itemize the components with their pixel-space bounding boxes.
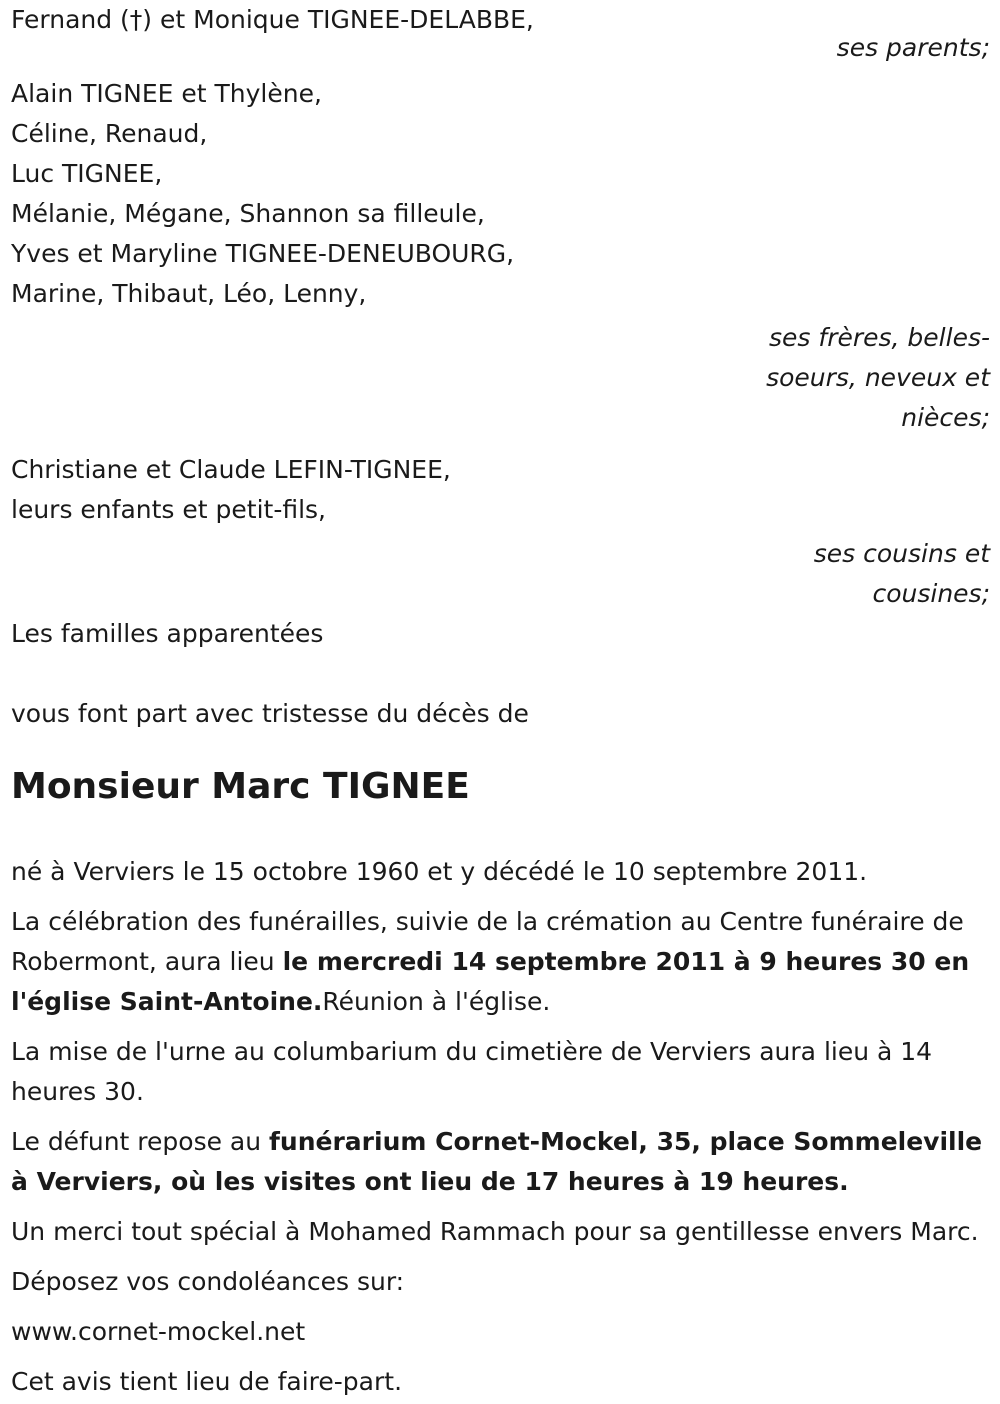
website-link[interactable]: www.cornet-mockel.net [11, 1317, 306, 1346]
siblings-block [11, 74, 990, 314]
repose-paragraph [11, 1122, 990, 1202]
urn-paragraph: La mise de l'urne au columbarium du cimetière de Verviers aura lieu à 14 heures 30. [11, 1037, 933, 1106]
repose-text: Le défunt repose au [11, 1127, 270, 1156]
sibling-line: Céline, Renaud, [11, 119, 208, 148]
deceased-name: Monsieur Marc TIGNEE [11, 766, 470, 807]
repose-location: funérarium Cornet-Mockel, 35, place Sommeleville à Verviers, où les visites ont lieu de 17 heures à 19 heures. [11, 1127, 983, 1196]
funeral-date-place: le mercredi 14 septembre 2011 à 9 heures 30 en l'église Saint-Antoine. [11, 947, 970, 1016]
birth-death-paragraph: né à Verviers le 15 octobre 1960 et y décédé le 10 septembre 2011. [11, 857, 868, 886]
cousins-relation-line: ses cousins et [813, 539, 990, 568]
sibling-line: Alain TIGNEE et Thylène, [11, 79, 322, 108]
thanks-paragraph: Un merci tout spécial à Mohamed Rammach pour sa gentillesse envers Marc. [11, 1217, 979, 1246]
sibling-line: Yves et Maryline TIGNEE-DENEUBOURG, [11, 239, 515, 268]
cousins-relation-line: cousines; [872, 579, 990, 608]
families-line: Les familles apparentées [11, 619, 324, 648]
siblings-relation-line: nièces; [901, 403, 990, 432]
condolences-label: Déposez vos condoléances sur: [11, 1267, 405, 1296]
obituary-document [11, 0, 990, 1402]
sibling-line: Luc TIGNEE, [11, 159, 163, 188]
siblings-relation [11, 318, 990, 438]
funeral-reunion: Réunion à l'église. [322, 987, 551, 1016]
cousin-line: leurs enfants et petit-fils, [11, 495, 327, 524]
cousins-relation [11, 534, 990, 614]
sibling-line: Marine, Thibaut, Léo, Lenny, [11, 279, 367, 308]
closing-line: Cet avis tient lieu de faire-part. [11, 1367, 403, 1396]
funeral-text: La célébration des funérailles, suivie de la crémation au Centre funéraire de Robermont, aura lieu [11, 907, 964, 976]
parents-relation: ses parents; [836, 33, 990, 62]
parents-names: Fernand (†) et Monique TIGNEE-DELABBE, [11, 5, 534, 34]
announce-line: vous font part avec tristesse du décès de [11, 699, 529, 728]
funeral-paragraph [11, 902, 990, 1022]
cousins-block [11, 450, 990, 530]
cousin-line: Christiane et Claude LEFIN-TIGNEE, [11, 455, 451, 484]
siblings-relation-line: ses frères, belles- [769, 323, 990, 352]
siblings-relation-line: soeurs, neveux et [766, 363, 990, 392]
sibling-line: Mélanie, Mégane, Shannon sa filleule, [11, 199, 485, 228]
